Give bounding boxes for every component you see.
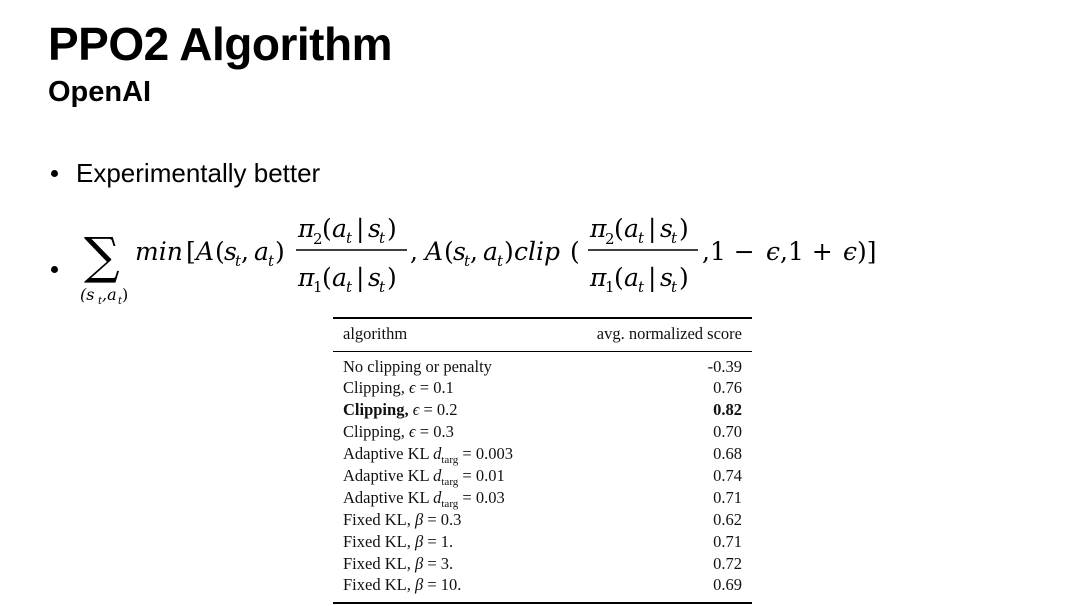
score-cell: 0.82 [713,400,742,420]
score-cell: 0.71 [713,487,742,507]
table-header-row [333,319,752,345]
svg-text:): ) [122,285,129,304]
svg-text:): ) [679,214,689,243]
svg-text:a: a [624,263,639,292]
algorithm-cell: Fixed KL, β = 1. [343,531,454,551]
svg-text:t: t [235,252,242,270]
svg-text:1: 1 [313,278,323,296]
svg-text:s: s [660,263,673,292]
table-row [333,509,752,531]
table-bottom-rule [333,602,752,604]
svg-text:ϵ: ϵ [766,237,781,266]
svg-text:(: ( [215,237,225,266]
svg-text:a: a [332,263,347,292]
svg-text:|: | [356,263,365,292]
table-row [333,487,752,509]
algorithm-cell: Clipping, ϵ = 0.1 [343,378,454,398]
svg-text:t: t [379,278,386,296]
algorithm-cell: Fixed KL, β = 10. [343,575,462,595]
svg-text:,: , [470,237,478,266]
score-cell: 0.70 [713,422,742,442]
bullet-dot [51,170,58,177]
svg-text:,: , [410,237,418,266]
table-row [333,574,752,596]
svg-text:s: s [368,214,381,243]
slide-subtitle: OpenAI [48,76,152,108]
svg-text:π: π [298,263,315,292]
svg-text:s: s [660,214,673,243]
svg-text:π: π [590,263,607,292]
svg-text:t: t [497,252,504,270]
table-row [333,531,752,553]
header-score: avg. normalized score [596,323,742,343]
svg-text:,1 +: ,1 + [780,237,833,266]
svg-text:(: ( [614,263,624,292]
svg-text:)]: )] [857,237,877,266]
bullet-text: Experimentally better [76,158,321,188]
svg-text:a: a [624,214,639,243]
results-table [333,317,752,604]
svg-text:(: ( [322,263,332,292]
svg-text:(: ( [614,214,624,243]
score-cell: 0.71 [713,531,742,551]
svg-text:2: 2 [605,230,615,248]
svg-text:min: min [135,237,183,266]
svg-text:t: t [98,296,103,307]
score-cell: 0.74 [713,465,742,485]
score-cell: 0.62 [713,509,742,529]
table-row [333,356,752,378]
svg-text:π: π [590,214,607,243]
svg-text:|: | [648,263,657,292]
algorithm-cell: Fixed KL, β = 0.3 [343,509,462,529]
algorithm-cell: Clipping, ϵ = 0.3 [343,422,454,442]
score-cell: 0.69 [713,575,742,595]
svg-text:s: s [368,263,381,292]
algorithm-cell: Fixed KL, β = 3. [343,553,454,573]
table-row [333,553,752,575]
svg-text:,a: ,a [102,285,117,304]
table-row [333,377,752,399]
svg-text:(: ( [570,237,580,266]
svg-text:|: | [648,214,657,243]
svg-text:(s: (s [80,285,95,304]
svg-text:t: t [268,252,275,270]
svg-text:ϵ: ϵ [843,237,858,266]
svg-text:): ) [504,237,514,266]
svg-text:t: t [118,296,123,307]
svg-text:t: t [346,229,353,247]
table-row [333,399,752,421]
svg-text:s: s [224,237,237,266]
svg-text:t: t [638,229,645,247]
algorithm-cell: Clipping, ϵ = 0.2 [343,400,458,420]
svg-text:t: t [671,229,678,247]
svg-text:A: A [425,237,444,266]
score-cell: 0.68 [713,444,742,464]
svg-text:a: a [483,237,498,266]
ppo-objective-formula [0,200,1080,315]
svg-text:t: t [464,252,471,270]
svg-text:a: a [332,214,347,243]
svg-text:): ) [387,214,397,243]
svg-text:2: 2 [313,230,323,248]
score-cell: -0.39 [707,356,742,376]
svg-text:a: a [254,237,269,266]
svg-text:t: t [638,278,645,296]
svg-text:(: ( [444,237,454,266]
svg-text:[: [ [186,237,196,266]
svg-text:clip: clip [514,237,560,266]
algorithm-cell: Adaptive KL $d_{targ} = 0.01$ [343,465,505,488]
algorithm-cell: Adaptive KL $d_{targ} = 0.03$ [343,487,505,510]
table-row [333,421,752,443]
svg-text:∑: ∑ [84,227,120,285]
svg-text:|: | [356,214,365,243]
svg-text:(: ( [322,214,332,243]
svg-text:A: A [196,237,215,266]
svg-text:,1 −: ,1 − [702,237,755,266]
svg-text:t: t [346,278,353,296]
score-cell: 0.76 [713,378,742,398]
slide-title: PPO2 Algorithm [48,18,392,70]
algorithm-cell: Adaptive KL $d_{targ} = 0.003$ [343,444,513,467]
table-header-rule [333,351,752,352]
table-row [333,443,752,465]
header-algorithm: algorithm [343,323,408,343]
svg-text:): ) [387,263,397,292]
svg-text:1: 1 [605,278,615,296]
score-cell: 0.72 [713,553,742,573]
table-row [333,465,752,487]
svg-text:t: t [379,229,386,247]
svg-text:): ) [275,237,285,266]
algorithm-cell: No clipping or penalty [343,356,492,376]
svg-text:,: , [241,237,249,266]
svg-text:t: t [671,278,678,296]
svg-text:s: s [453,237,466,266]
svg-text:): ) [679,263,689,292]
svg-text:π: π [298,214,315,243]
